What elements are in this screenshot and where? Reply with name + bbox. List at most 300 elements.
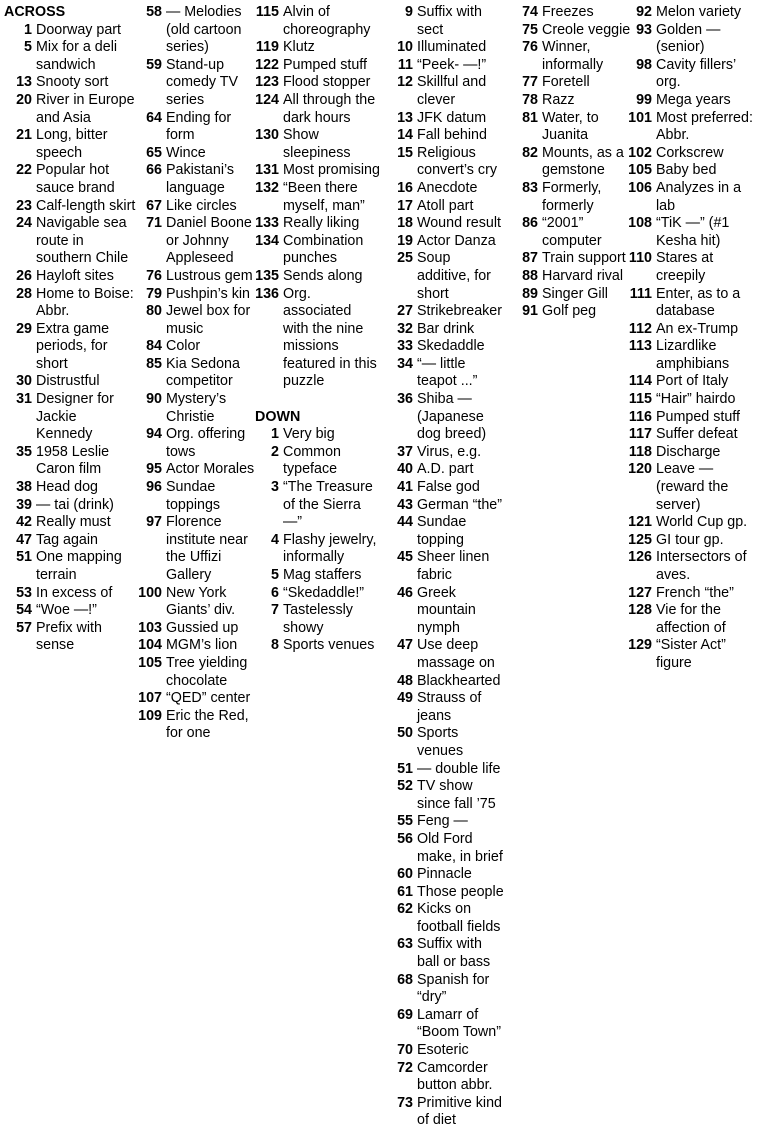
across-clue (4, 391, 136, 444)
clue-number: 5 (271, 567, 279, 583)
down-clue (383, 972, 507, 1007)
clue-text: Head dog (36, 479, 99, 496)
down-clue (508, 250, 632, 268)
clue-text: Snooty sort (36, 74, 109, 91)
down-clue (508, 215, 632, 250)
clue-text: Fall behind (417, 127, 487, 144)
clue-number: 115 (255, 4, 279, 20)
down-clue (383, 198, 507, 216)
clue-number: 39 (16, 496, 32, 513)
down-clue (624, 250, 764, 285)
down-clue (624, 286, 764, 321)
clue-number: 136 (255, 285, 279, 302)
clue-number: 100 (138, 584, 162, 601)
clue-text: “Hair” hairdo (656, 391, 736, 408)
down-clue (383, 690, 507, 725)
clue-text: World Cup gp. (656, 514, 748, 531)
across-clue (255, 57, 380, 75)
clue-column-5 (508, 4, 632, 321)
down-clue (383, 461, 507, 479)
down-clue (383, 778, 507, 813)
down-clue (255, 479, 380, 532)
clue-text: “The Treasure of the Sierra —” (283, 479, 373, 531)
clue-number: 43 (397, 496, 413, 513)
down-clue (383, 233, 507, 251)
clue-number: 129 (628, 637, 652, 654)
clue-number: 63 (397, 936, 413, 953)
clue-text: Water, to Juanita (542, 109, 599, 144)
clue-text: Like circles (166, 197, 237, 214)
down-clue (508, 145, 632, 180)
clue-number: 52 (397, 778, 413, 795)
clue-text: Illuminated (417, 39, 487, 56)
across-clue (138, 690, 256, 708)
clue-number: 28 (16, 285, 32, 302)
clue-number: 37 (397, 443, 413, 460)
clue-text: Bar drink (417, 320, 475, 337)
across-clue (138, 637, 256, 655)
clue-number: 13 (16, 74, 32, 91)
down-clue (624, 145, 764, 163)
clue-text: Train support (542, 250, 626, 267)
across-clue (138, 145, 256, 163)
clue-number: 20 (16, 91, 32, 108)
clue-text: Corkscrew (656, 144, 724, 161)
clue-text: Most promising (283, 162, 380, 179)
clue-text: A.D. part (417, 461, 474, 478)
down-clue (624, 321, 764, 339)
down-clue (508, 303, 632, 321)
clue-number: 122 (255, 56, 279, 73)
down-clue (383, 356, 507, 391)
clue-text: Mystery’s Christie (166, 391, 227, 425)
clue-number: 56 (397, 830, 413, 847)
clue-number: 81 (522, 109, 538, 126)
clue-text: Actor Morales (166, 461, 255, 478)
clue-text: — double life (417, 760, 501, 777)
clue-number: 58 (146, 4, 162, 20)
across-clue (4, 321, 136, 374)
clue-number: 127 (628, 584, 652, 601)
clue-number: 60 (397, 866, 413, 883)
clue-number: 24 (16, 215, 32, 232)
clue-number: 51 (397, 760, 413, 777)
down-clue (383, 110, 507, 128)
down-clue (508, 92, 632, 110)
across-clue (4, 162, 136, 197)
clue-text: Kicks on football fields (417, 901, 501, 935)
down-clue (624, 110, 764, 145)
clue-number: 95 (146, 461, 162, 478)
across-clue (4, 532, 136, 550)
clue-text: Anecdote (417, 179, 478, 196)
down-clue (383, 637, 507, 672)
down-clue (624, 162, 764, 180)
down-clue (624, 637, 764, 672)
clue-number: 125 (628, 531, 652, 548)
clue-number: 103 (138, 619, 162, 636)
clue-number: 123 (255, 74, 279, 91)
clue-number: 7 (271, 602, 279, 619)
clue-number: 119 (255, 39, 279, 56)
clue-text: In excess of (36, 584, 113, 601)
clue-text: Pinnacle (417, 866, 472, 883)
clue-text: — Melodies (old cartoon series) (166, 4, 242, 56)
clue-number: 74 (522, 4, 538, 20)
across-clue (4, 22, 136, 40)
clue-number: 14 (397, 127, 413, 144)
clue-text: Tastelessly showy (283, 602, 353, 636)
clue-number: 101 (628, 109, 652, 126)
down-clue (383, 1095, 507, 1130)
clue-text: Stares at creepily (656, 250, 714, 284)
down-clue (383, 831, 507, 866)
down-clue (624, 92, 764, 110)
clue-text: One mapping terrain (36, 549, 122, 583)
down-clue (508, 39, 632, 74)
clue-number: 80 (146, 303, 162, 320)
clue-number: 71 (146, 215, 162, 232)
clue-text: Mega years (656, 91, 731, 108)
clue-number: 112 (628, 320, 652, 337)
clue-number: 87 (522, 250, 538, 267)
down-clue (624, 602, 764, 637)
across-clue (4, 127, 136, 162)
clue-number: 117 (628, 426, 652, 443)
clue-text: False god (417, 479, 480, 496)
clue-text: Suffix with sect (417, 4, 482, 38)
clue-text: French “the” (656, 584, 734, 601)
down-clue (508, 268, 632, 286)
clue-text: Camcorder button abbr. (417, 1059, 493, 1094)
down-clue (383, 250, 507, 303)
down-clue (383, 39, 507, 57)
clue-text: Pakistani’s language (166, 162, 235, 196)
down-clue (624, 532, 764, 550)
clue-number: 49 (397, 690, 413, 707)
across-heading: ACROSS (4, 4, 66, 20)
clue-number: 22 (16, 162, 32, 179)
clue-number: 42 (16, 514, 32, 531)
down-clue (255, 637, 380, 655)
clue-text: “— little teapot ...” (417, 355, 478, 390)
clue-text: Flashy jewelry, informally (283, 531, 377, 566)
clue-number: 108 (628, 215, 652, 232)
clue-text: Ending for form (166, 109, 232, 144)
clue-number: 131 (255, 162, 279, 179)
clue-number: 11 (397, 56, 413, 73)
across-clue (4, 549, 136, 584)
across-clue (138, 479, 256, 514)
clue-number: 82 (522, 144, 538, 161)
clue-text: Suffer defeat (656, 426, 738, 443)
clue-number: 83 (522, 179, 538, 196)
across-clue (4, 514, 136, 532)
clue-text: Old Ford make, in brief (417, 830, 503, 865)
down-clue (383, 725, 507, 760)
clue-text: Prefix with sense (36, 619, 102, 654)
clue-text: Skedaddle (417, 338, 485, 355)
across-clue (138, 198, 256, 216)
down-clue (383, 901, 507, 936)
across-clue (138, 356, 256, 391)
clue-text: TV show since fall ’75 (417, 778, 496, 812)
clue-number: 124 (255, 91, 279, 108)
clue-number: 3 (271, 479, 279, 496)
clue-text: Sports venues (417, 725, 464, 759)
clue-number: 135 (255, 267, 279, 284)
clue-text: Strauss of jeans (417, 690, 482, 724)
clue-number: 62 (397, 901, 413, 918)
clue-text: Kia Sedona competitor (166, 355, 240, 390)
clue-text: “TiK —” (#1 Kesha hit) (656, 215, 730, 249)
clue-number: 55 (397, 813, 413, 830)
down-clue (624, 180, 764, 215)
clue-number: 126 (628, 549, 652, 566)
clue-text: Mix for a deli sandwich (36, 39, 118, 73)
down-clue (624, 4, 764, 22)
across-clue (138, 268, 256, 286)
clue-text: Org. associated with the nine missions featured in this puzzle (283, 285, 377, 390)
down-clue (383, 338, 507, 356)
clue-text: Golden — (senior) (656, 21, 721, 56)
across-clue (4, 198, 136, 216)
down-clue (255, 426, 380, 444)
across-clue (138, 391, 256, 426)
down-clue (508, 180, 632, 215)
clue-text: Popular hot sauce brand (36, 162, 115, 196)
clue-text: Flood stopper (283, 74, 371, 91)
clue-number: 27 (397, 303, 413, 320)
clue-text: German “the” (417, 496, 503, 513)
clue-text: Lustrous gem (166, 267, 253, 284)
across-clue (138, 620, 256, 638)
across-clue (4, 215, 136, 268)
across-clue (4, 268, 136, 286)
clue-number: 33 (397, 338, 413, 355)
clue-number: 76 (522, 39, 538, 56)
across-clue (138, 215, 256, 268)
clue-column-1 (4, 4, 136, 655)
clue-number: 86 (522, 215, 538, 232)
clue-number: 78 (522, 91, 538, 108)
down-clue (383, 215, 507, 233)
clue-number: 25 (397, 250, 413, 267)
down-clue (383, 673, 507, 691)
down-clue (383, 479, 507, 497)
down-clue (383, 145, 507, 180)
down-clue (508, 110, 632, 145)
across-clue (4, 444, 136, 479)
clue-text: Doorway part (36, 21, 122, 38)
clue-text: Foretell (542, 74, 590, 91)
clue-number: 70 (397, 1042, 413, 1059)
clue-text: Really must (36, 514, 111, 531)
clue-number: 118 (628, 443, 652, 460)
clue-text: Sheer linen fabric (417, 549, 490, 583)
clue-text: Sundae topping (417, 514, 467, 548)
clue-text: Esoteric (417, 1042, 469, 1059)
across-clue (4, 479, 136, 497)
clue-number: 106 (628, 179, 652, 196)
clue-text: Atoll part (417, 197, 474, 214)
clue-text: Really liking (283, 215, 360, 232)
clue-text: Stand-up comedy TV series (166, 56, 239, 108)
clue-number: 79 (146, 285, 162, 302)
clue-text: Intersectors of aves. (656, 549, 747, 583)
clue-text: Navigable sea route in southern Chile (36, 215, 129, 267)
down-clue (255, 602, 380, 637)
clue-number: 98 (636, 56, 652, 73)
clue-number: 77 (522, 74, 538, 91)
clue-number: 75 (522, 21, 538, 38)
clue-text: Wound result (417, 215, 501, 232)
across-clue (255, 180, 380, 215)
clue-text: All through the dark hours (283, 91, 376, 126)
down-clue (508, 74, 632, 92)
clue-text: Freezes (542, 4, 594, 20)
clue-text: Religious convert’s cry (417, 144, 497, 179)
clue-text: Virus, e.g. (417, 443, 482, 460)
clue-text: Shiba — (Japanese dog breed) (417, 391, 487, 443)
clue-text: Sends along (283, 267, 363, 284)
clue-text: “Peek- —!” (417, 56, 487, 73)
clue-text: Singer Gill (542, 285, 608, 302)
clue-text: Pumped stuff (656, 408, 740, 425)
down-clue (383, 303, 507, 321)
clue-text: Lamarr of “Boom Town” (417, 1006, 501, 1041)
clue-text: River in Europe and Asia (36, 91, 135, 126)
clue-text: “Skedaddle!” (283, 584, 365, 601)
clue-text: Klutz (283, 39, 315, 56)
clue-number: 120 (628, 461, 652, 478)
clue-number: 1 (271, 426, 279, 443)
clue-number: 17 (397, 197, 413, 214)
down-clue (383, 1042, 507, 1060)
down-clue (383, 444, 507, 462)
clue-number: 18 (397, 215, 413, 232)
across-clue (4, 620, 136, 655)
clue-text: Tree yielding chocolate (166, 654, 248, 689)
clue-text: Sports venues (283, 637, 375, 654)
across-clue (255, 127, 380, 162)
across-clue (255, 74, 380, 92)
across-clue (138, 57, 256, 110)
down-clue (383, 549, 507, 584)
down-clue (624, 391, 764, 409)
clue-number: 53 (16, 584, 32, 601)
clue-number: 15 (397, 144, 413, 161)
clue-number: 84 (146, 338, 162, 355)
clue-number: 10 (397, 39, 413, 56)
across-clue (4, 497, 136, 515)
clue-number: 29 (16, 320, 32, 337)
across-clue (255, 233, 380, 268)
clue-text: Winner, informally (542, 39, 604, 73)
clue-column-6 (624, 4, 764, 673)
down-clue (383, 74, 507, 109)
clue-number: 89 (522, 285, 538, 302)
clue-number: 57 (16, 619, 32, 636)
clue-number: 134 (255, 232, 279, 249)
clue-number: 64 (146, 109, 162, 126)
clue-number: 110 (628, 250, 652, 267)
across-clue (138, 708, 256, 743)
clue-text: Creole veggie (542, 21, 631, 38)
down-heading: DOWN (255, 408, 301, 425)
down-clue (255, 567, 380, 585)
clue-text: Eric the Red, for one (166, 707, 249, 742)
clue-column-4 (383, 4, 507, 1130)
clue-number: 9 (405, 4, 413, 20)
clue-text: Port of Italy (656, 373, 729, 390)
clue-text: Soup additive, for short (417, 250, 491, 302)
clue-number: 92 (636, 4, 652, 20)
clue-number: 67 (146, 197, 162, 214)
clue-text: Mounts, as a gemstone (542, 144, 624, 179)
across-clue (138, 338, 256, 356)
down-clue (383, 180, 507, 198)
clue-number: 26 (16, 267, 32, 284)
clue-text: Daniel Boone or Johnny Appleseed (166, 215, 252, 267)
clue-number: 30 (16, 373, 32, 390)
clue-text: “Woe —!” (36, 602, 97, 619)
across-clue (255, 39, 380, 57)
clue-number: 16 (397, 179, 413, 196)
clue-number: 35 (16, 443, 32, 460)
clue-number: 1 (24, 21, 32, 38)
down-clue (508, 286, 632, 304)
clue-number: 76 (146, 267, 162, 284)
down-clue (383, 57, 507, 75)
clue-column-3 (255, 4, 380, 655)
clue-number: 121 (628, 514, 652, 531)
down-clue (624, 444, 764, 462)
clue-text: Distrustful (36, 373, 100, 390)
clue-number: 96 (146, 479, 162, 496)
clue-number: 128 (628, 602, 652, 619)
clue-text: Extra game periods, for short (36, 320, 110, 372)
clue-number: 105 (138, 654, 162, 671)
clue-text: Blackhearted (417, 672, 501, 689)
down-clue (508, 22, 632, 40)
clue-text: Wince (166, 144, 206, 161)
down-clue (383, 514, 507, 549)
down-clue (624, 57, 764, 92)
clue-text: Greek mountain nymph (417, 584, 476, 636)
down-clue (508, 4, 632, 22)
clue-number: 36 (397, 391, 413, 408)
clue-text: Sundae toppings (166, 479, 221, 513)
clue-number: 19 (397, 232, 413, 249)
clue-text: Color (166, 338, 201, 355)
clue-number: 69 (397, 1006, 413, 1023)
clue-text: Common typeface (283, 443, 341, 478)
clue-number: 72 (397, 1059, 413, 1076)
across-clue (4, 39, 136, 74)
across-clue (138, 4, 256, 57)
clue-number: 73 (397, 1094, 413, 1111)
clue-number: 104 (138, 637, 162, 654)
clue-text: Analyzes in a lab (656, 179, 742, 214)
clue-number: 23 (16, 197, 32, 214)
across-clue (255, 4, 380, 39)
clue-number: 8 (271, 637, 279, 654)
clue-number: 116 (628, 408, 652, 425)
clue-text: Most preferred: Abbr. (656, 109, 753, 144)
down-clue (624, 426, 764, 444)
clue-text: 1958 Leslie Caron film (36, 443, 110, 478)
